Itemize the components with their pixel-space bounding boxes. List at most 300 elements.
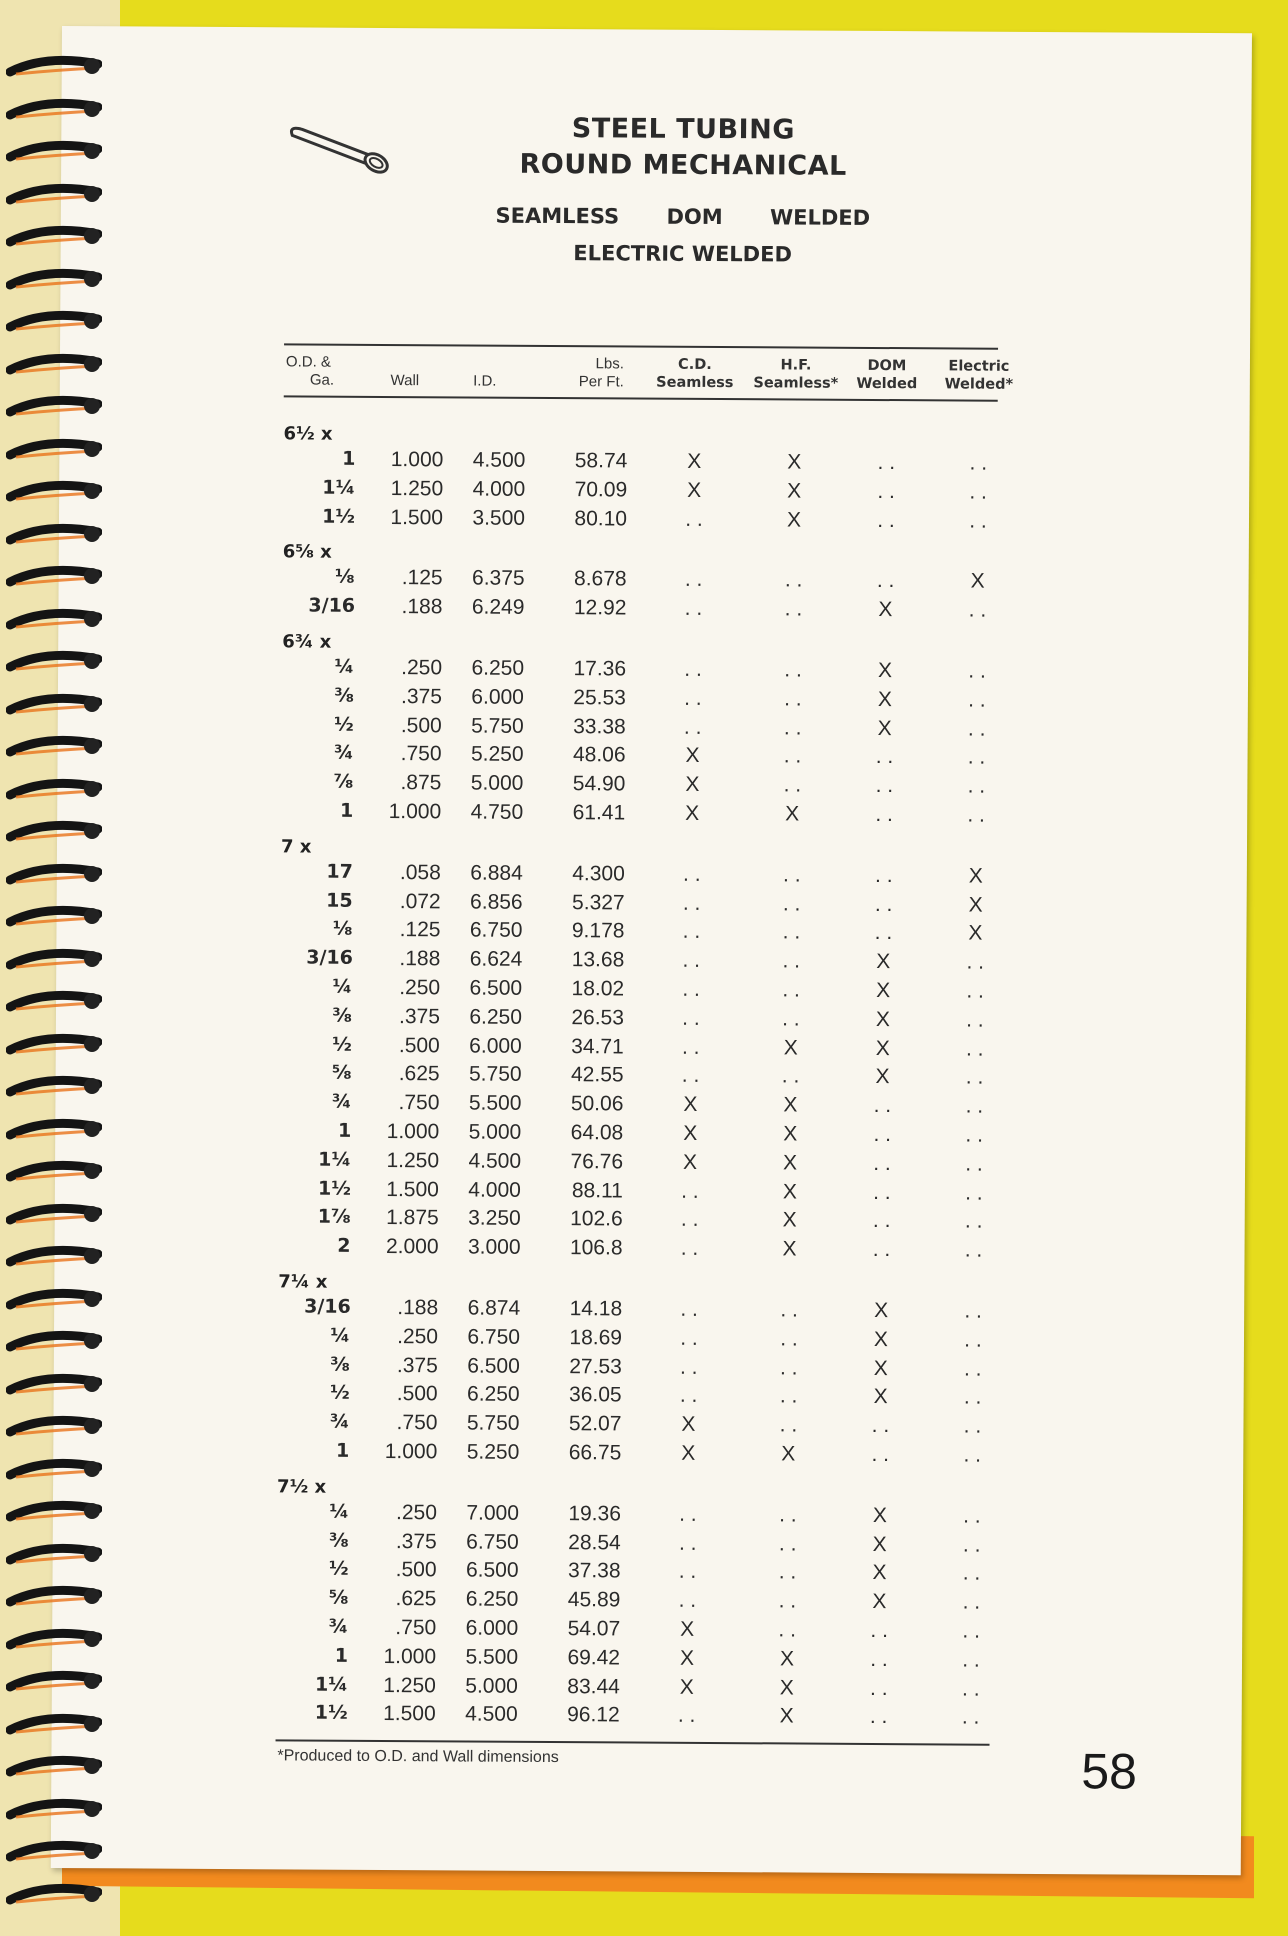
weight-cell: 83.44 [567,1674,620,1699]
cd-seamless-cell: . . [682,891,701,915]
punch-hole [84,1588,100,1604]
weight-cell: 50.06 [570,1092,624,1116]
gauge-cell: 1¼ [322,476,356,499]
inner-diameter-cell: 6.884 [470,861,523,885]
hf-seamless-cell: . . [784,687,802,711]
dom-welded-cell: . . [870,1618,889,1643]
electric-welded-cell: . . [968,598,987,622]
weight-cell: 8.678 [573,567,627,591]
wall-cell: .750 [396,1411,438,1435]
gauge-cell: 1 [339,799,354,822]
hf-seamless-cell: . . [778,1560,797,1584]
weight-cell: 36.05 [569,1383,622,1407]
weight-cell: 54.07 [567,1617,621,1641]
inner-diameter-cell: 5.500 [468,1091,522,1116]
punch-hole [84,1631,100,1647]
electric-welded-cell: . . [963,1443,982,1467]
dom-welded-cell: X [877,716,892,740]
gauge-cell: ¼ [334,655,355,678]
dom-welded-cell: . . [870,1676,888,1700]
weight-cell: 12.92 [573,596,627,620]
inner-diameter-cell: 5.750 [468,1062,522,1087]
page-title: STEEL TUBING [571,113,796,146]
weight-cell: 54.90 [572,772,626,796]
electric-welded-cell: . . [967,774,986,798]
cd-seamless-cell: . . [682,920,701,944]
punch-hole [84,186,100,202]
wall-cell: .125 [399,918,441,942]
inner-diameter-cell: 6.500 [467,1354,520,1378]
hf-seamless-cell: . . [780,1298,798,1322]
gauge-cell: 3/16 [306,946,353,969]
footnote: *Produced to O.D. and Wall dimensions [277,1747,559,1767]
punch-hole [84,696,100,712]
cd-seamless-cell: . . [682,977,700,1001]
inner-diameter-cell: 4.500 [465,1702,518,1727]
wall-cell: .188 [399,947,441,971]
inner-diameter-cell: 4.500 [468,1149,522,1173]
hf-seamless-cell: . . [781,1064,800,1088]
hf-seamless-cell: X [785,802,800,826]
dom-welded-cell: . . [872,1209,891,1233]
inner-diameter-cell: 6.750 [469,918,523,943]
electric-welded-cell: . . [968,688,986,712]
cd-seamless-cell: . . [678,1588,697,1613]
punch-hole [84,781,100,797]
inner-diameter-cell: 6.250 [471,656,525,680]
dom-welded-cell: X [877,658,893,683]
dom-welded-cell: . . [877,479,895,503]
wall-cell: .875 [400,771,442,795]
punch-hole [84,526,100,542]
gauge-cell: 17 [326,860,353,883]
electric-welded-cell: X [970,569,985,594]
cd-seamless-cell: . . [682,1006,700,1030]
weight-cell: 58.74 [574,449,628,473]
electric-welded-cell: X [968,893,983,917]
table-row [58,593,1248,628]
table-top-rule [284,343,998,349]
punch-hole [84,58,100,74]
electric-welded-cell: . . [965,1152,983,1176]
electric-welded-cell: . . [962,1677,980,1701]
hf-seamless-cell: . . [782,892,801,916]
electric-welded-cell: . . [967,745,986,770]
cd-seamless-cell: X [685,744,700,768]
electric-welded-cell: . . [965,1037,984,1061]
gauge-cell: ⅝ [328,1586,349,1609]
cd-seamless-cell: . . [679,1355,698,1379]
weight-cell: 45.89 [567,1588,621,1612]
wall-cell: 1.500 [383,1702,436,1726]
wall-cell: .500 [396,1382,438,1406]
inner-diameter-cell: 6.856 [470,890,523,914]
inner-diameter-cell: 6.750 [466,1530,519,1554]
inner-diameter-cell: 6.000 [465,1616,519,1640]
electric-welded-cell: . . [962,1619,981,1643]
dom-welded-cell: X [873,1385,888,1409]
col-header-od-ga: O.D. & Ga. [285,353,335,389]
cd-seamless-cell: X [681,1441,696,1465]
table-row [52,1700,1242,1735]
cd-seamless-cell: . . [680,1208,699,1232]
dom-welded-cell: X [876,978,891,1003]
cd-seamless-cell: . . [678,1560,697,1584]
punch-hole [84,483,100,499]
col-header-wall: Wall [390,372,420,390]
table-row [57,798,1247,833]
inner-diameter-cell: 5.250 [470,742,524,767]
cd-seamless-cell: . . [680,1326,698,1350]
electric-welded-cell: . . [967,717,986,741]
hf-seamless-cell: X [783,1122,798,1146]
inner-diameter-cell: 6.874 [467,1296,521,1320]
electric-welded-cell: . . [965,1123,984,1147]
dom-welded-cell: . . [870,1647,888,1671]
cd-seamless-cell: . . [677,1704,696,1728]
gauge-cell: ½ [328,1558,349,1581]
hf-seamless-cell: X [783,1036,798,1060]
wall-cell: .125 [401,566,443,590]
weight-cell: 9.178 [571,919,625,943]
weight-cell: 5.327 [572,890,625,915]
wall-cell: .250 [399,976,441,1000]
cd-seamless-cell: X [685,801,700,825]
cd-seamless-cell: . . [681,1064,700,1088]
hf-seamless-cell: . . [778,1589,797,1613]
weight-cell: 61.41 [572,801,626,825]
dom-welded-cell: . . [875,774,894,798]
dom-welded-cell: . . [877,450,896,475]
electric-welded-cell: . . [962,1590,981,1614]
punch-hole [84,993,100,1009]
weight-cell: 33.38 [573,714,626,739]
electric-welded-cell: . . [964,1328,982,1352]
punch-hole [84,653,100,669]
col-header-hf-seamless: H.F. Seamless* [753,357,839,392]
weight-cell: 96.12 [567,1703,620,1727]
wall-cell: 1.000 [383,1644,437,1669]
col-header-id: I.D. [473,372,497,390]
hf-seamless-cell: . . [779,1503,797,1527]
hf-seamless-cell: X [782,1151,798,1175]
punch-hole [84,313,100,329]
dom-welded-cell: X [873,1356,888,1380]
gauge-cell: ½ [334,713,354,736]
cd-seamless-cell: X [685,773,700,797]
hf-seamless-cell: X [779,1676,794,1700]
electric-welded-cell: . . [965,1065,984,1090]
electric-welded-cell: . . [965,1181,983,1205]
cd-seamless-cell: X [687,449,702,473]
cd-seamless-cell: X [679,1675,694,1699]
weight-cell: 26.53 [571,1005,625,1030]
dom-welded-cell: X [872,1590,887,1614]
gauge-cell: ¼ [329,1500,349,1523]
dom-welded-cell: . . [873,1180,891,1204]
table-header-rule [284,395,998,401]
inner-diameter-cell: 6.250 [467,1382,520,1407]
electric-welded-cell: . . [967,803,986,827]
hf-seamless-cell: . . [778,1618,797,1642]
electric-welded-cell: . . [962,1648,980,1672]
cd-seamless-cell: X [683,1121,698,1145]
electric-welded-cell: . . [968,659,986,683]
dom-welded-cell: . . [875,802,894,827]
cd-seamless-cell: X [687,478,702,502]
col-header-lbs-per-ft: Lbs. Per Ft. [578,355,624,391]
punch-hole [84,1801,100,1817]
punch-hole [84,1461,100,1477]
inner-diameter-cell: 6.500 [465,1558,519,1583]
dom-welded-cell: . . [871,1414,890,1438]
weight-cell: 17.36 [573,657,627,681]
punch-hole [84,738,100,754]
punch-hole [84,143,100,159]
table-row [54,1233,1244,1268]
inner-diameter-cell: 4.000 [472,477,526,501]
gauge-cell: 3/16 [304,1295,351,1318]
wall-cell: .375 [399,1004,441,1029]
punch-hole [84,1078,100,1094]
wall-cell: 1.250 [383,1673,436,1697]
inner-diameter-cell: 3.500 [472,506,526,530]
gauge-cell: 1½ [314,1701,348,1725]
weight-cell: 70.09 [574,477,628,502]
cd-seamless-cell: X [681,1412,696,1437]
electric-welded-cell: . . [964,1238,983,1262]
cd-seamless-cell: . . [684,686,702,710]
weight-cell: 28.54 [568,1530,621,1555]
punch-hole [84,1758,100,1774]
hf-seamless-cell: . . [783,773,802,797]
wall-cell: 1.500 [390,505,444,529]
gauge-cell: 1 [337,1119,352,1142]
electric-welded-cell: . . [964,1209,983,1234]
punch-hole [84,1121,100,1137]
punch-hole [84,908,100,924]
punch-hole [84,1248,100,1264]
weight-cell: 48.06 [572,743,626,767]
wall-cell: .250 [401,656,443,680]
wall-cell: .750 [395,1616,437,1640]
table-row [53,1438,1243,1473]
inner-diameter-cell: 5.750 [471,714,524,738]
dom-welded-cell: X [872,1532,887,1556]
electric-welded-cell: . . [962,1561,981,1586]
punch-hole [84,1333,100,1349]
hf-seamless-cell: . . [780,1327,798,1351]
electric-welded-cell: . . [963,1414,982,1438]
electric-welded-cell: . . [963,1504,981,1528]
gauge-cell: ⅛ [332,918,353,941]
page-subtitle: ROUND MECHANICAL [519,148,847,182]
wall-cell: 1.000 [390,448,444,472]
punch-hole [84,1843,100,1859]
electric-welded-cell: X [968,864,983,888]
gauge-cell: 1 [336,1439,350,1462]
inner-diameter-cell: 5.000 [468,1120,522,1144]
weight-cell: 14.18 [569,1297,623,1321]
inner-diameter-cell: 5.000 [465,1674,518,1698]
wall-cell: .058 [399,860,441,885]
dom-welded-cell: X [874,1298,889,1323]
weight-cell: 106.8 [569,1236,623,1260]
wall-cell: 1.000 [386,1120,440,1144]
wall-cell: 1.000 [388,800,442,824]
wall-cell: .625 [395,1587,437,1611]
group-label: 6⅝ x [282,541,332,564]
hf-seamless-cell: . . [779,1356,798,1380]
gauge-cell: ⅜ [334,684,354,707]
gauge-cell: 1¼ [318,1148,352,1171]
cd-seamless-cell: . . [680,1236,699,1261]
hf-seamless-cell: X [782,1180,797,1204]
weight-cell: 64.08 [570,1121,624,1145]
weight-cell: 34.71 [571,1034,624,1059]
gauge-cell: 1 [334,1644,349,1667]
inner-diameter-cell: 5.000 [470,771,524,796]
cd-seamless-cell: X [679,1646,695,1670]
electric-welded-cell: . . [964,1299,982,1323]
inner-diameter-cell: 3.000 [467,1235,521,1260]
inner-diameter-cell: 6.624 [469,947,523,972]
gauge-cell: ⅞ [333,770,354,793]
wall-cell: .188 [397,1296,439,1320]
dom-welded-cell: . . [877,508,895,532]
weight-cell: 66.75 [568,1441,622,1465]
cd-seamless-cell: . . [683,715,702,739]
inner-diameter-cell: 5.500 [465,1645,519,1669]
weight-cell: 69.42 [567,1645,621,1670]
hf-seamless-cell: X [786,508,802,532]
wall-cell: .625 [398,1062,440,1086]
inner-diameter-cell: 6.249 [471,595,525,620]
gauge-cell: 1⅞ [317,1205,351,1229]
group-label: 6¾ x [282,631,332,653]
punch-hole [84,1503,100,1519]
gauge-cell: 15 [326,889,353,912]
punch-hole [84,1546,100,1562]
hf-seamless-cell: . . [779,1413,798,1437]
gauge-cell: 1½ [317,1177,351,1200]
hf-seamless-cell: . . [783,716,802,740]
dom-welded-cell: X [872,1503,887,1527]
hf-seamless-cell: . . [782,978,800,1002]
cd-seamless-cell: . . [680,1297,698,1321]
hf-seamless-cell: X [787,450,802,474]
dom-welded-cell: . . [874,921,893,945]
dom-welded-cell: X [878,598,893,622]
gauge-cell: ⅜ [332,1004,353,1027]
hf-seamless-cell: X [782,1237,797,1261]
gauge-cell: 2 [337,1234,351,1257]
wall-cell: 1.000 [384,1439,438,1464]
gauge-cell: ¾ [331,1090,352,1113]
inner-diameter-cell: 6.500 [469,976,523,1000]
wall-cell: .375 [395,1529,437,1553]
dom-welded-cell: . . [871,1442,890,1467]
punch-hole [84,1886,100,1902]
wall-cell: 1.250 [386,1148,440,1173]
hf-seamless-cell: . . [784,658,802,682]
group-label: 7 x [280,836,312,858]
weight-cell: 102.6 [570,1207,623,1231]
punch-hole [84,611,100,627]
inner-diameter-cell: 6.750 [467,1325,521,1349]
hf-seamless-cell: X [782,1208,797,1232]
group-label: 7½ x [277,1476,327,1498]
punch-hole [84,101,100,117]
wall-cell: .188 [401,595,443,619]
weight-cell: 37.38 [567,1559,621,1583]
weight-cell: 27.53 [569,1354,622,1379]
punch-hole [84,1206,100,1222]
hf-seamless-cell: . . [782,920,801,944]
dom-welded-cell: . . [873,1094,892,1118]
group-label: 6½ x [283,423,333,445]
hf-seamless-cell: . . [782,1007,800,1031]
weight-cell: 76.76 [570,1149,624,1174]
dom-welded-cell: . . [876,569,895,593]
weight-cell: 42.55 [570,1063,624,1087]
cd-seamless-cell: X [680,1617,695,1641]
punch-hole [84,823,100,839]
wall-cell: .250 [395,1500,437,1525]
hf-seamless-cell: . . [779,1384,798,1408]
tube-types-line-2: ELECTRIC WELDED [573,241,793,267]
hf-seamless-cell: . . [783,744,802,768]
electric-welded-cell: . . [962,1533,981,1557]
dom-welded-cell: X [875,1036,890,1060]
weight-cell: 19.36 [568,1501,621,1526]
electric-welded-cell: . . [965,1094,984,1118]
electric-welded-cell: . . [961,1705,980,1730]
hf-seamless-cell: . . [778,1532,797,1556]
page-number: 58 [1081,1743,1138,1800]
wall-cell: 1.250 [390,476,444,501]
gauge-cell: 3/16 [308,594,356,617]
wall-cell: .500 [398,1033,440,1057]
inner-diameter-cell: 4.500 [472,448,526,472]
gauge-cell: ½ [332,1033,352,1056]
electric-welded-cell: X [968,921,983,946]
wall-cell: .375 [396,1353,438,1377]
inner-diameter-cell: 6.250 [465,1587,519,1612]
punch-hole [84,1163,100,1179]
cd-seamless-cell: . . [681,1179,699,1203]
dom-welded-cell: X [872,1561,887,1585]
gauge-cell: 1¼ [314,1673,348,1696]
inner-diameter-cell: 5.250 [466,1440,520,1464]
punch-hole [84,1418,100,1434]
cd-seamless-cell: . . [682,948,701,973]
col-header-cd-seamless: C.D. Seamless [656,356,734,392]
punch-hole [84,398,100,414]
hf-seamless-cell: X [779,1704,794,1728]
hf-seamless-cell: . . [782,863,801,887]
table-bottom-rule [276,1739,990,1745]
cd-seamless-cell: X [683,1093,698,1117]
gauge-cell: ¾ [333,742,354,765]
hf-seamless-cell: . . [782,949,801,973]
inner-diameter-cell: 6.375 [472,566,525,591]
punch-hole [84,1291,100,1307]
weight-cell: 80.10 [574,506,628,531]
cd-seamless-cell: X [682,1150,698,1174]
punch-hole [84,271,100,287]
electric-welded-cell: . . [969,451,988,475]
